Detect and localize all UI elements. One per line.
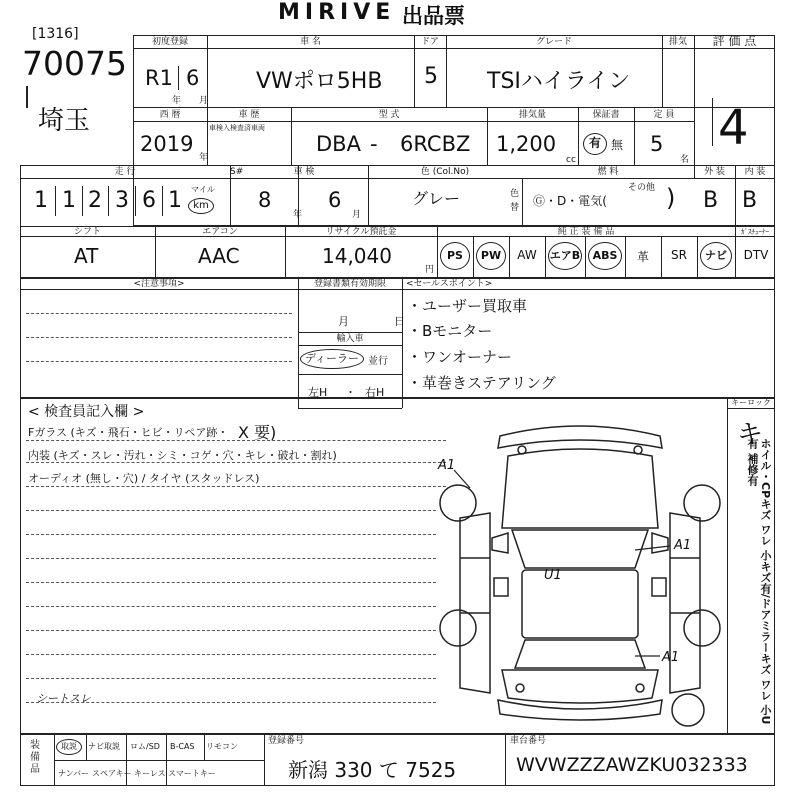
year-value: 2019 [140,132,194,156]
label-displacement-class: 排気 [668,37,687,47]
mile-unit: マイル [191,185,215,194]
label-capacity: 定 員 [653,110,675,120]
car-damage-diagram [430,418,730,728]
aircon-value: AAC [198,244,240,268]
capacity-value: 5 [650,132,664,156]
damage-mark-2: A1 [674,538,692,553]
warranty-no: 無 [611,138,624,152]
hand-stroke [26,86,28,108]
audio-line: オーディオ (無し・穴) / タイヤ (スタッドレス) [28,472,260,485]
chassis-number: WVWZZZAWZKU032333 [516,754,748,776]
shift-value: AT [74,244,99,268]
label-fuel: 燃 料 [597,167,619,177]
label-inspector: < 検査員記入欄 > [28,404,145,420]
mileage-digit-5: 6 [142,188,156,213]
first-reg-era: R1 [145,66,173,90]
label-aircon: エアコン [202,227,238,237]
equip-leather: 革 [636,250,649,264]
label-score: 評 価 点 [712,34,757,48]
key-lock-mark: キ [737,420,764,450]
label-exterior: 外 装 [704,167,725,177]
label-doc-expiry: 登録書類有効期限 [313,279,386,289]
fuel-other-label: その他 [628,183,656,193]
acc-bcas: B-CAS [170,742,195,751]
mileage-digit-6: 1 [168,188,182,213]
recycle-fee: 14,040 [322,244,392,268]
interior-line: 内装 (キズ・スレ・汚れ・シミ・コゲ・穴・キレ・破れ・割れ) [28,449,337,462]
region: 埼玉 [38,106,91,136]
label-recycle: リサイクル預託金 [325,227,397,237]
label-warranty: 保証書 [592,110,620,120]
mileage-digit-3: 2 [88,188,102,213]
logo: MIRIVE [278,0,396,25]
sheet-title: 出品票 [402,4,465,28]
handle-right: 右H [365,386,385,399]
engine-cc-value: 1,200 [496,132,557,156]
equip-navi: ナビ [700,242,732,270]
label-year: 西 暦 [159,110,181,120]
label-mileage: 走 行 [114,167,136,177]
acc-manual-circled: 取説 [56,739,82,755]
acc-smart-key: スマートキー [168,769,216,778]
damage-mark-3: U1 [544,568,562,583]
acc-rom-sd: ロム/SD [130,742,160,751]
inspection-year: 8 [258,188,272,212]
glass-mark: X 要) [238,423,277,442]
first-reg-month: 6 [186,66,200,90]
label-engine-cc: 排気量 [518,110,546,120]
sales-point-3: ・ワンオーナー [407,348,513,366]
warranty-yes-circled: 有 [583,133,607,155]
label-door: ドア [421,37,439,47]
equip-abs: ABS [588,242,622,270]
label-interior: 内 装 [744,167,766,177]
km-unit-circled: km [188,198,214,214]
label-chassis-number: 車台番号 [510,736,547,746]
label-color: 色 (Col.No) [420,167,470,177]
equip-dtv: DTV [743,248,769,262]
handle-sep: ・ [345,386,356,399]
model-prefix: DBA [316,132,361,156]
handwritten-note: シートスレ [36,692,91,705]
mileage-digit-4: 3 [115,188,129,213]
label-sales-point: <セールスポイント> [406,279,493,289]
model-code: 6RCBZ [400,132,471,156]
import-dealer-circled: ディーラー [300,349,364,369]
model-dash: - [370,132,378,156]
grade-value: TSIハイライン [487,69,631,94]
interior-grade: B [742,188,758,213]
equip-aw: AW [517,248,537,262]
import-parallel: 並行 [368,356,388,367]
acc-spare-key: スペアキー [92,769,132,778]
mileage-digit-1: 1 [34,188,48,213]
car-name: VWポロ5HB [256,69,383,94]
equip-sr: SR [671,248,687,262]
sheet-code: [1316] [32,26,79,42]
damage-mark-1: A1 [438,458,456,473]
label-reg-number: 登録番号 [268,736,305,746]
score-value: 4 [718,100,749,156]
color-value: グレー [412,189,461,208]
label-tuner: ｶﾞｽﾁｭｰﾅｰ [741,228,769,236]
label-shift: シフト [73,227,101,237]
equip-airbag: エアB [548,242,582,270]
label-chassis-history: 車 歴 [238,110,260,120]
label-key-lock: キーロック [731,398,771,407]
label-first-reg: 初度登録 [151,37,188,47]
lot-number: 70075 [22,44,127,83]
label-model: 型 式 [378,110,400,120]
fuel-close: ) [666,184,676,212]
side-note: ホイル・CPキズ ワレ 小キズ有/ドアミラーキズ ワレ 小U有 補修有 [746,438,772,725]
sales-point-4: ・革巻きステアリング [407,374,556,392]
glass-line: Fガラス (キズ・飛石・ヒビ・リペア跡・ [28,426,229,439]
handle-left: 左H [308,386,328,399]
label-car-name: 車 名 [300,37,321,47]
reg-number: 新潟 330 て 7525 [288,758,457,782]
label-inspection: 車 検 [293,167,315,177]
door-count: 5 [424,64,438,89]
fuel-options: Ⓖ・D・電気( [533,194,607,208]
label-grade: グレード [535,37,572,47]
damage-mark-4: A1 [662,650,680,665]
acc-navi-manual: ナビ取説 [88,742,120,751]
mileage-digit-2: 1 [62,188,76,213]
inspection-month: 6 [328,188,342,212]
sales-point-2: ・Bモニター [407,322,493,340]
chassis-history-value: 車検入検査済車両 [209,124,265,132]
accessories-label: 装備品 [30,740,40,775]
label-import: 輸入車 [336,334,364,344]
exterior-grade: B [703,188,719,213]
acc-number: ナンバー [58,769,90,778]
label-notes: <注意事項> [133,279,185,289]
sales-point-1: ・ユーザー買取車 [407,297,528,315]
equip-pw: PW [476,242,506,270]
acc-keyless: キーレス [134,769,166,778]
equip-ps: PS [440,242,470,270]
label-s-hash: S# [230,167,244,177]
acc-remote: リモコン [206,742,238,751]
label-equipment: 純 正 装 備 品 [557,227,615,237]
